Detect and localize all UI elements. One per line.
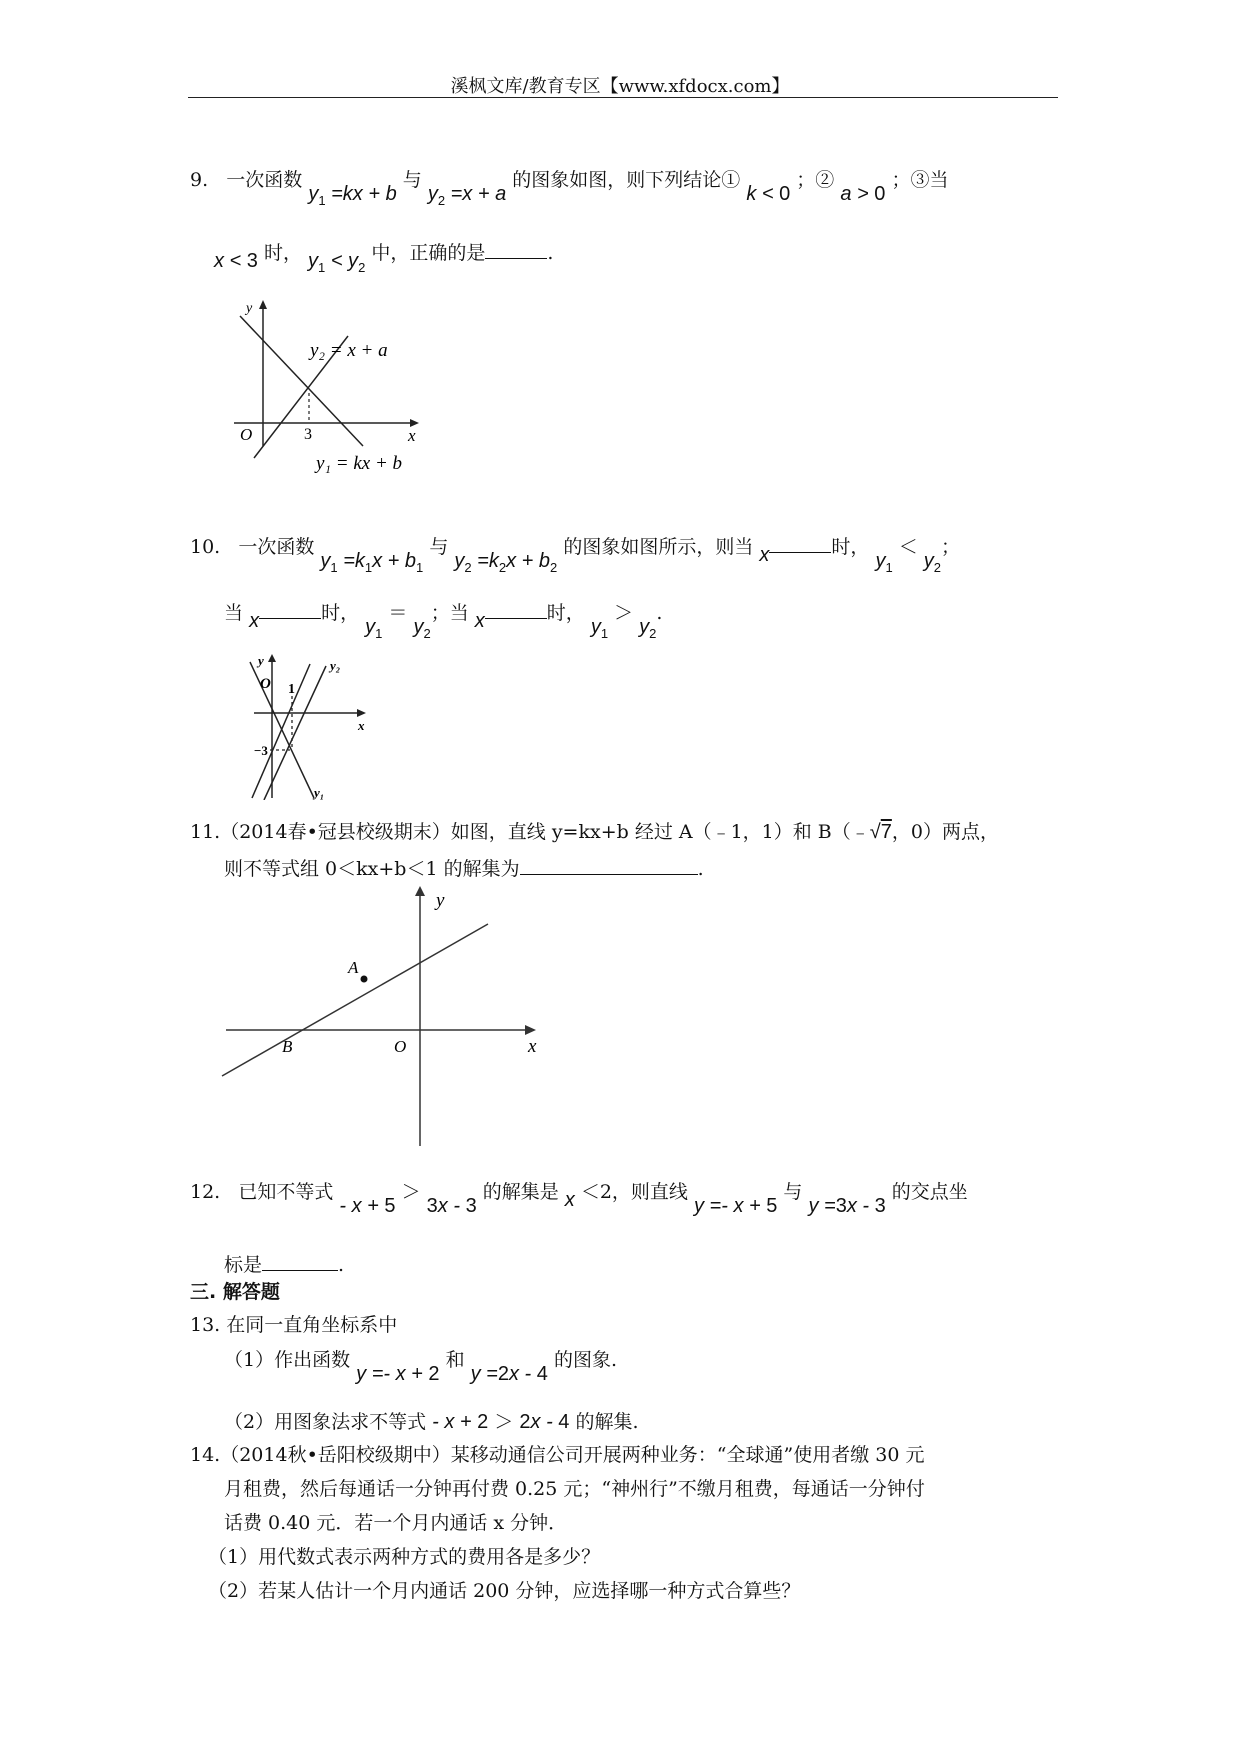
- question-14-part-2: （2）若某人估计一个月内通话 200 分钟，应选择哪一种方式合算些？: [208, 1580, 801, 1602]
- q12-text-7: 标是: [224, 1254, 263, 1276]
- q12-line-1-eq: y =- x + 5: [693, 1195, 778, 1217]
- q13-p1-text-2: 和: [445, 1349, 465, 1371]
- question-10-line-2: [224, 600, 663, 641]
- q9-answer-blank: [485, 240, 547, 259]
- q13-p1-text-1: （1）作出函数: [224, 1349, 351, 1371]
- q13-p2-text-3: 的解集.: [575, 1411, 639, 1433]
- q10-text-7: 当: [224, 602, 244, 624]
- q9-label-y: y: [246, 301, 253, 316]
- q11-x-arrow: [525, 1025, 536, 1035]
- q10-text-9: ＝: [388, 602, 408, 624]
- question-10-line-1: [190, 534, 961, 575]
- q12-ineq-right: 3x - 3: [426, 1195, 477, 1217]
- q9-text-1: 一次函数: [226, 169, 303, 191]
- q10-number: 10.: [190, 536, 221, 558]
- q11-y-arrow: [415, 886, 425, 896]
- q9-line-y1: [240, 316, 363, 446]
- section-3-title: 三. 解答题: [190, 1281, 280, 1303]
- page-header: 溪枫文库/教育专区【www.xfdocx.com】: [450, 76, 790, 97]
- q10-var-x3: x: [474, 610, 485, 632]
- q9-label-x: x: [408, 426, 416, 445]
- q9-number: 9.: [190, 169, 209, 191]
- q10-label-y1: y₁: [314, 785, 325, 800]
- q10-y-arrow: [268, 654, 276, 662]
- q11-sqrt-value: 7: [880, 821, 892, 843]
- q10-label-y: y: [258, 653, 264, 668]
- question-9-line-1: [190, 169, 949, 208]
- q10-y1-c: $y_1$: [590, 616, 609, 641]
- question-13-part-2: [224, 1412, 639, 1432]
- q9-cond-x: x < 3: [214, 250, 258, 272]
- q9-text-5: ；③当: [891, 169, 949, 191]
- q11-label-b: B: [282, 1037, 293, 1056]
- q9-figure: [228, 296, 468, 478]
- q12-text-5: 与: [783, 1181, 803, 1203]
- q11-line-kx-b: [222, 924, 488, 1076]
- q11-point-a: [361, 976, 368, 983]
- q11-label-o: O: [394, 1037, 407, 1056]
- q9-eq-y2: $y_2 =x + a$: [427, 183, 507, 208]
- q12-number: 12.: [190, 1181, 221, 1203]
- q10-line-y2-right: [264, 666, 326, 800]
- q12-line-2-eq: y =3x - 3: [808, 1195, 886, 1217]
- q12-text-3: 的解集是: [482, 1181, 559, 1203]
- q10-var-x2: x: [249, 610, 260, 632]
- q10-text-1: 一次函数: [238, 536, 315, 558]
- question-14-line-1: 14.（2014秋•岳阳校级期中）某移动通信公司开展两种业务：“全球通”使用者缴 30 元: [190, 1444, 925, 1466]
- q12-text-8: .: [338, 1254, 345, 1276]
- header-rule: [188, 97, 1058, 98]
- question-12-line-1: [190, 1181, 968, 1217]
- q10-blank-3: [485, 600, 547, 619]
- q10-y1-b: $y_1$: [365, 616, 383, 641]
- q13-func-1: y =- x + 2: [356, 1363, 440, 1385]
- q13-ineq-right: 2x - 4: [519, 1411, 570, 1433]
- q9-cond-k: k < 0: [746, 183, 791, 205]
- q10-y1-a: $y_1$: [875, 550, 893, 575]
- q10-text-3: 的图象如图所示，则当: [563, 536, 754, 558]
- q10-blank-2: [259, 600, 321, 619]
- q10-y2-b: $y_2$: [413, 616, 431, 641]
- question-11-line-1: [190, 822, 999, 842]
- q10-text-11: 时，: [546, 602, 585, 624]
- question-12-line-2: [224, 1252, 344, 1275]
- q10-text-8: 时，: [321, 602, 360, 624]
- q9-text-2: 与: [402, 169, 422, 191]
- q12-ineq-left: - x + 5: [339, 1195, 396, 1217]
- q9-text-8: .: [547, 242, 554, 264]
- q11-answer-blank: [520, 856, 698, 875]
- question-14-part-1: （1）用代数式表示两种方式的费用各是多少？: [208, 1546, 601, 1568]
- q10-label-y2: y₂: [330, 658, 341, 673]
- question-9-line-2: [214, 240, 554, 275]
- q9-eq-y1: $y_1 =kx + b$: [308, 183, 397, 208]
- q10-text-13: .: [656, 602, 663, 624]
- q9-text-6: 时，: [263, 242, 302, 264]
- q10-blank-1: [769, 534, 831, 553]
- q11-text-1: 11.（2014春•冠县校级期末）如图，直线 y=kx+b 经过 A（﹣1，1）和 B（﹣: [190, 821, 870, 843]
- q11-text-4: .: [697, 858, 704, 880]
- q11-sqrt-sign: √7: [869, 821, 892, 843]
- q12-var-x: x: [564, 1189, 575, 1211]
- q12-text-1: 已知不等式: [238, 1181, 334, 1203]
- q10-label-m3: −3: [254, 743, 268, 758]
- q10-figure: [248, 650, 388, 800]
- question-11-line-2: [224, 856, 704, 879]
- q11-label-a: A: [348, 958, 359, 977]
- q10-text-6: ；: [941, 536, 961, 558]
- q13-ineq-left: - x + 2: [432, 1411, 489, 1433]
- q10-label-o: O: [260, 676, 271, 692]
- q13-p2-text-1: （2）用图象法求不等式: [224, 1411, 427, 1433]
- q10-y2-a: $y_2$: [923, 550, 942, 575]
- q10-eq-y2: $y_2 =k_2x + b_2$: [454, 550, 558, 575]
- question-14-line-3: 话费 0.40 元．若一个月内通话 x 分钟．: [224, 1512, 568, 1534]
- q9-text-4: ；②: [796, 169, 835, 191]
- q13-p2-text-2: ＞: [494, 1411, 514, 1433]
- q13-p1-text-3: 的图象.: [553, 1349, 617, 1371]
- q9-cond-y: $y_1 < y_2$: [308, 250, 366, 275]
- q10-text-4: 时，: [831, 536, 870, 558]
- q10-y2-c: $y_2$: [639, 616, 657, 641]
- q9-text-7: 中，正确的是: [371, 242, 486, 264]
- q9-y-arrow: [259, 300, 267, 309]
- q12-text-2: ＞: [401, 1181, 421, 1203]
- question-14-line-2: 月租费，然后每通话一分钟再付费 0.25 元；“神州行”不缴月租费，每通话一分钟付: [224, 1478, 925, 1500]
- q12-answer-blank: [262, 1252, 338, 1271]
- q11-label-x: x: [528, 1036, 537, 1057]
- question-13-head: 13. 在同一直角坐标系中: [190, 1314, 398, 1336]
- q10-eq-y1: $y_1 =k_1x + b_1$: [320, 550, 424, 575]
- q10-text-5: ＜: [898, 536, 918, 558]
- q12-text-6: 的交点坐: [891, 1181, 968, 1203]
- q11-figure: [218, 880, 548, 1148]
- q10-text-2: 与: [429, 536, 449, 558]
- q9-label-y2: y₂ = x + a: [310, 340, 388, 361]
- q12-text-4: ＜2，则直线: [580, 1181, 688, 1203]
- q9-label-3: 3: [304, 426, 312, 443]
- q11-text-3: 则不等式组 0＜kx+b＜1 的解集为: [224, 858, 520, 880]
- q10-label-x: x: [358, 718, 365, 733]
- q9-text-3: 的图象如图，则下列结论①: [512, 169, 741, 191]
- q9-label-o: O: [240, 425, 253, 444]
- q10-var-x1: x: [759, 544, 770, 566]
- question-13-part-1: [224, 1349, 617, 1385]
- q10-label-1: 1: [288, 682, 295, 697]
- q10-x-arrow: [357, 709, 366, 717]
- q13-func-2: y =2x - 4: [470, 1363, 548, 1385]
- q10-text-12: ＞: [614, 602, 634, 624]
- q10-text-10: ；当: [430, 602, 469, 624]
- q9-cond-a: a > 0: [840, 183, 886, 205]
- q11-text-2: ，0）两点，: [891, 821, 999, 843]
- q9-label-y1: y₁ = kx + b: [316, 453, 403, 474]
- q11-label-y: y: [436, 890, 445, 911]
